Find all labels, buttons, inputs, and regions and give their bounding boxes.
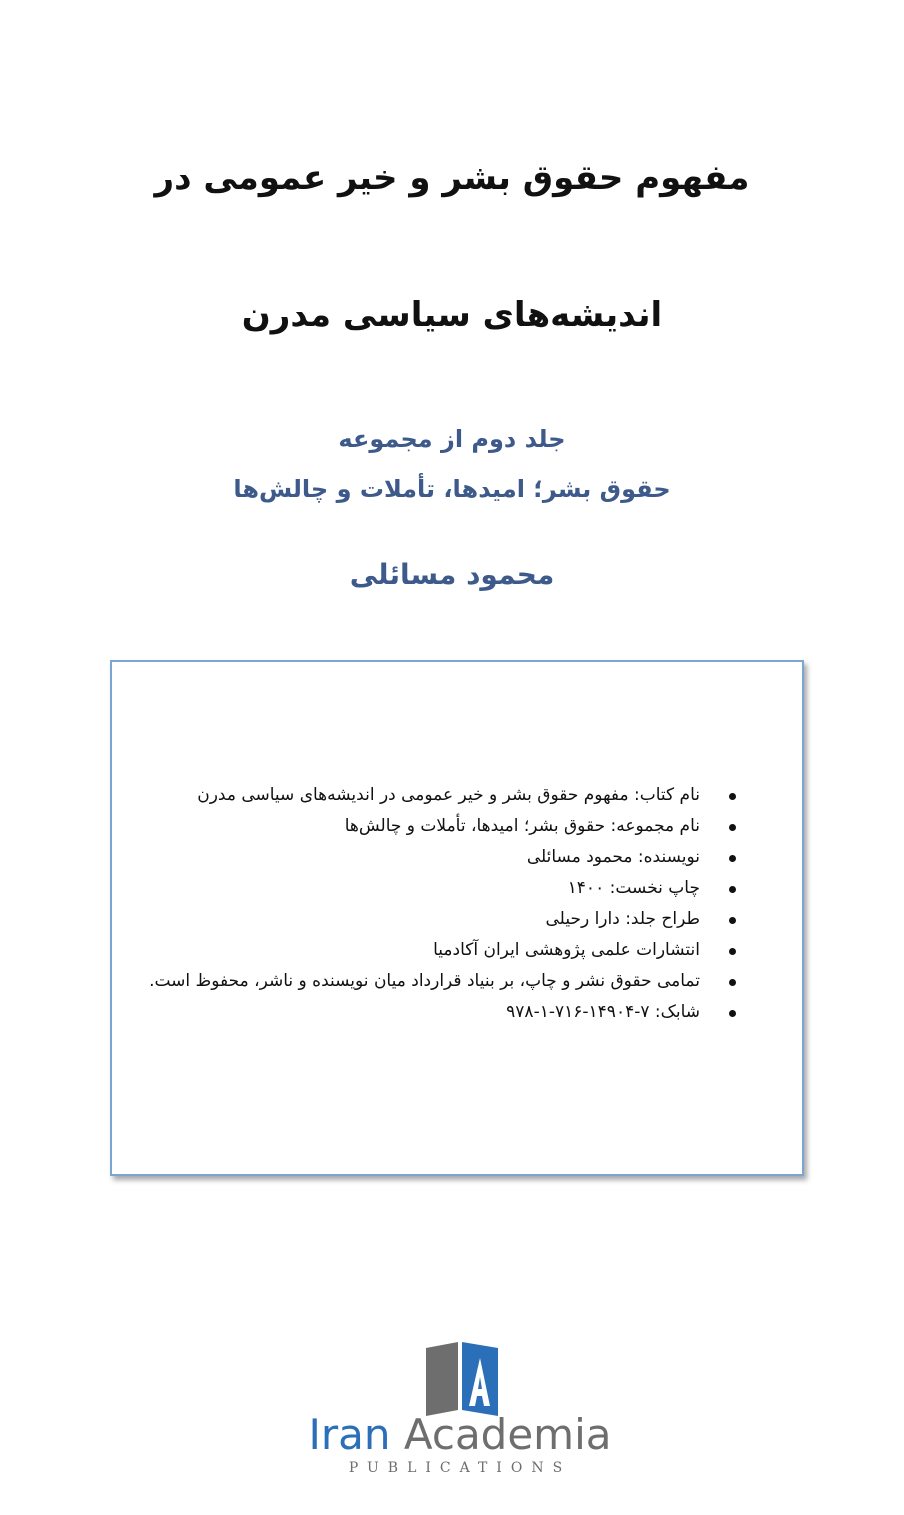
info-item-text: چاپ نخست: ۱۴۰۰	[567, 878, 700, 898]
bullet-icon	[729, 917, 736, 924]
info-item-series-name	[140, 811, 740, 842]
publisher-logo	[300, 1340, 620, 1490]
info-item-text: شابک: ۷-۱۴۹۰۴-۷۱۶-۱-۹۷۸	[506, 1002, 700, 1022]
book-title-line-2: اندیشه‌های سیاسی مدرن	[241, 295, 663, 335]
publisher-tagline: PUBLICATIONS	[348, 1460, 572, 1476]
info-item-book-name	[140, 780, 740, 811]
info-item-first-edition	[140, 873, 740, 904]
info-item-text: نام مجموعه: حقوق بشر؛ امیدها، تأملات و چالش‌ها	[344, 816, 700, 836]
book-info-list	[140, 780, 740, 1028]
info-item-text: نام کتاب: مفهوم حقوق بشر و خیر عمومی در اندیشه‌های سیاسی مدرن	[197, 785, 700, 805]
author-name: محمود مسائلی	[349, 558, 555, 591]
info-item-author	[140, 842, 740, 873]
info-item-rights	[140, 966, 740, 997]
book-logo-icon	[422, 1340, 502, 1418]
bullet-icon	[729, 886, 736, 893]
book-info-box	[110, 660, 804, 1176]
publisher-name	[300, 1410, 620, 1460]
info-item-text: طراح جلد: دارا رحیلی	[545, 909, 700, 929]
bullet-icon	[729, 824, 736, 831]
info-item-text: تمامی حقوق نشر و چاپ، بر بنیاد قرارداد میان نویسنده و ناشر، محفوظ است.	[149, 971, 700, 991]
bullet-icon	[729, 948, 736, 955]
info-item-text: انتشارات علمی پژوهشی ایران آکادمیا	[433, 940, 700, 960]
publisher-word-iran: Iran	[308, 1410, 391, 1459]
volume-subtitle: جلد دوم از مجموعه	[338, 425, 566, 453]
bullet-icon	[729, 793, 736, 800]
info-item-isbn	[140, 997, 740, 1028]
bullet-icon	[729, 979, 736, 986]
info-item-cover-designer	[140, 904, 740, 935]
series-subtitle: حقوق بشر؛ امیدها، تأملات و چالش‌ها	[233, 475, 671, 503]
info-item-text: نویسنده: محمود مسائلی	[526, 847, 700, 867]
bullet-icon	[729, 855, 736, 862]
publisher-word-academia: Academia	[403, 1410, 612, 1459]
bullet-icon	[729, 1010, 736, 1017]
info-item-publisher	[140, 935, 740, 966]
book-title-line-1: مفهوم حقوق بشر و خیر عمومی در	[154, 158, 750, 198]
